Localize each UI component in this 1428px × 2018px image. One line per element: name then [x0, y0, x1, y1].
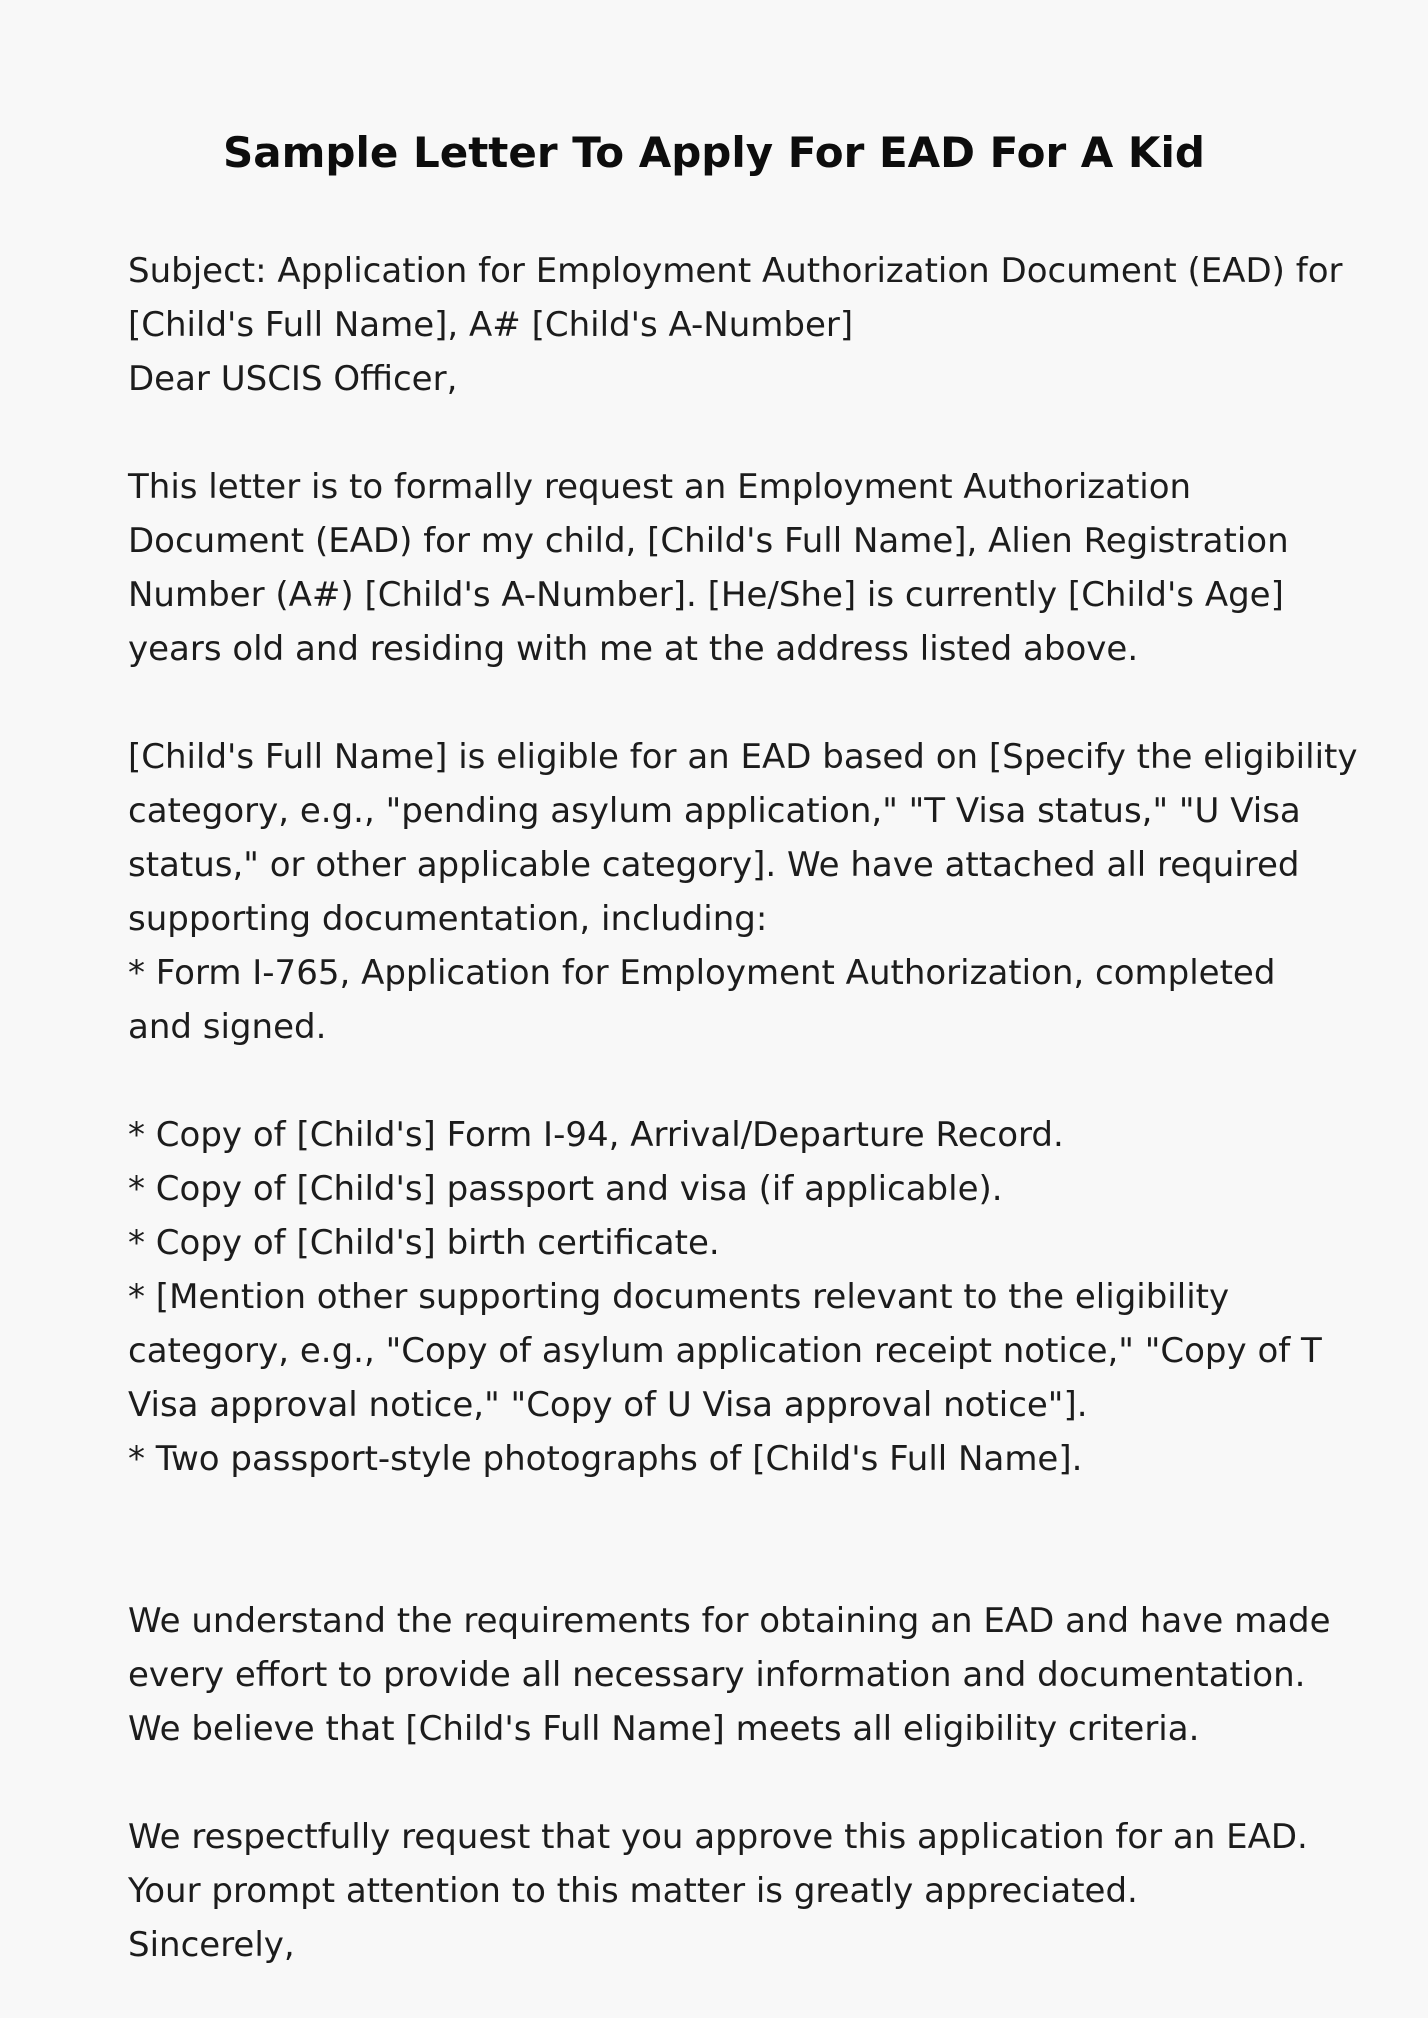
paragraph1-line: This letter is to formally request an Employment Authorization [128, 467, 1192, 507]
paragraph2-line: status," or other applicable category]. We have attached all required [128, 845, 1300, 885]
list-item-line: * [Mention other supporting documents relevant to the eligibility [128, 1277, 1230, 1317]
closing: Sincerely, [128, 1925, 295, 1965]
paragraph3-line: every effort to provide all necessary information and documentation. [128, 1655, 1306, 1695]
paragraph2-line: [Child's Full Name] is eligible for an EAD based on [Specify the eligibility [128, 737, 1358, 777]
paragraph4-line: We respectfully request that you approve this application for an EAD. [128, 1817, 1308, 1857]
list-item-line: * Copy of [Child's] passport and visa (if applicable). [128, 1169, 1003, 1209]
spacer [128, 1540, 1328, 1594]
subject-line-2: [Child's Full Name], A# [Child's A-Number] [128, 305, 854, 345]
list-item-line: * Copy of [Child's] birth certificate. [128, 1223, 720, 1263]
subject-line-1: Subject: Application for Employment Authorization Document (EAD) for [128, 251, 1343, 291]
spacer [128, 406, 1328, 460]
spacer [128, 1054, 1328, 1108]
paragraph2-line: supporting documentation, including: [128, 899, 768, 939]
list-item-line: * Two passport-style photographs of [Child's Full Name]. [128, 1439, 1083, 1479]
letter-body [128, 244, 1358, 1972]
paragraph2-line: category, e.g., "pending asylum application," "T Visa status," "U Visa [128, 791, 1301, 831]
salutation: Dear USCIS Officer, [128, 359, 458, 399]
paragraph3-line: We believe that [Child's Full Name] meets all eligibility criteria. [128, 1709, 1200, 1749]
paragraph2-line: and signed. [128, 1007, 327, 1047]
spacer [128, 1756, 1328, 1810]
list-item-line: category, e.g., "Copy of asylum application receipt notice," "Copy of T [128, 1331, 1322, 1371]
paragraph3-line: We understand the requirements for obtaining an EAD and have made [128, 1601, 1331, 1641]
spacer [128, 676, 1328, 730]
list-item-line: Visa approval notice," "Copy of U Visa approval notice"]. [128, 1385, 1088, 1425]
paragraph2-line: * Form I-765, Application for Employment Authorization, completed [128, 953, 1276, 993]
letter-title: Sample Letter To Apply For EAD For A Kid [223, 128, 1205, 177]
paragraph1-line: Document (EAD) for my child, [Child's Full Name], Alien Registration [128, 521, 1289, 561]
paragraph1-line: years old and residing with me at the address listed above. [128, 629, 1139, 669]
paragraph1-line: Number (A#) [Child's A-Number]. [He/She] is currently [Child's Age] [128, 575, 1284, 615]
spacer [128, 1486, 1328, 1540]
paragraph4-line: Your prompt attention to this matter is greatly appreciated. [128, 1871, 1138, 1911]
list-item-line: * Copy of [Child's] Form I-94, Arrival/Departure Record. [128, 1115, 1064, 1155]
